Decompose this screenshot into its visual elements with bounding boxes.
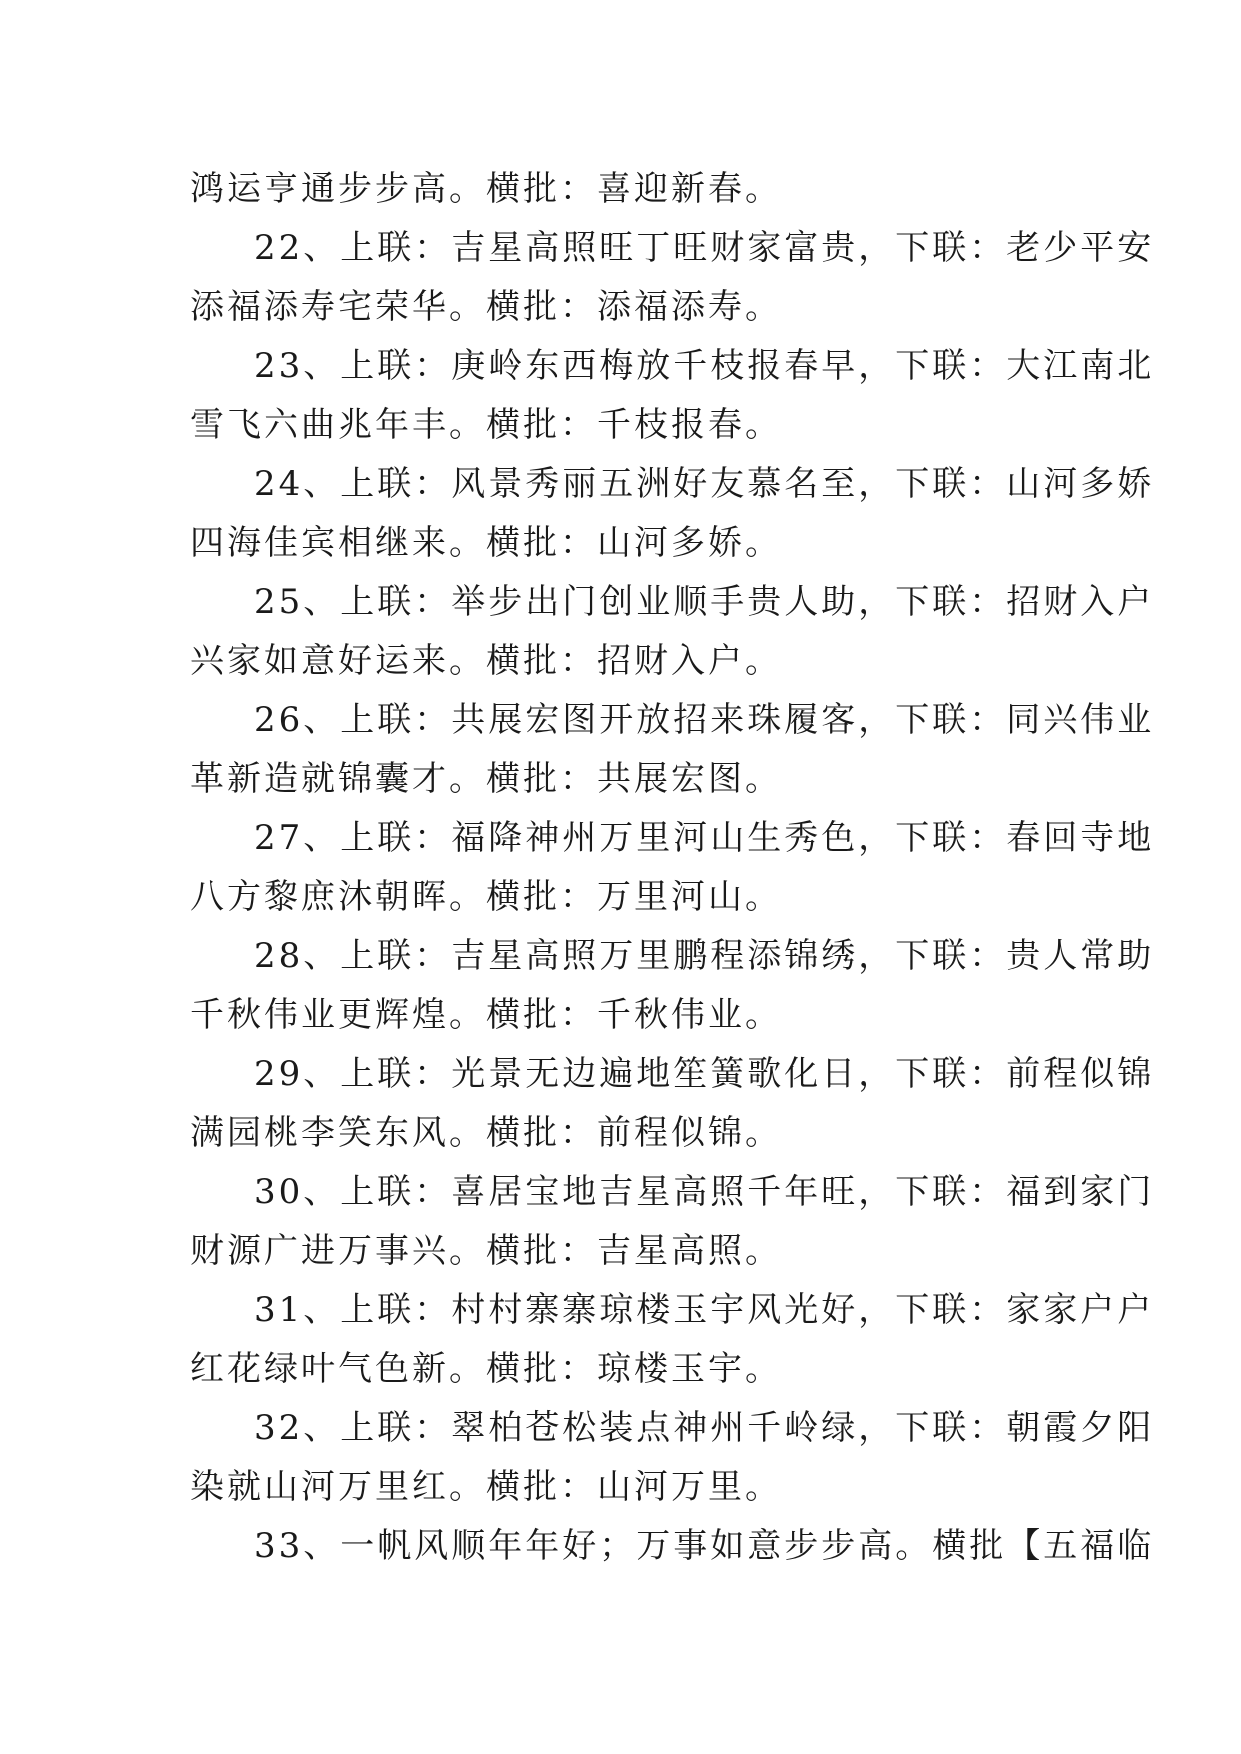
couplet-29-line-2: 满园桃李笑东风。横批：前程似锦。	[190, 1113, 782, 1153]
couplet-31-line-2: 红花绿叶气色新。横批：琼楼玉宇。	[190, 1349, 782, 1389]
couplet-29-line-1: 29、上联：光景无边遍地笙簧歌化日，下联：前程似锦	[254, 1054, 1155, 1094]
text-line: 鸿运亨通步步高。横批：喜迎新春。	[190, 169, 782, 209]
couplet-24-line-2: 四海佳宾相继来。横批：山河多娇。	[190, 523, 782, 563]
couplet-26-line-2: 革新造就锦囊才。横批：共展宏图。	[190, 759, 782, 799]
couplet-22-line-1: 22、上联：吉星高照旺丁旺财家富贵，下联：老少平安	[254, 228, 1155, 268]
couplet-22-line-2: 添福添寿宅荣华。横批：添福添寿。	[190, 287, 782, 327]
couplet-28-line-1: 28、上联：吉星高照万里鹏程添锦绣，下联：贵人常助	[254, 936, 1155, 976]
couplet-30-line-2: 财源广进万事兴。横批：吉星高照。	[190, 1231, 782, 1271]
couplet-26-line-1: 26、上联：共展宏图开放招来珠履客，下联：同兴伟业	[254, 700, 1155, 740]
couplet-23-line-2: 雪飞六曲兆年丰。横批：千枝报春。	[190, 405, 782, 445]
couplet-text-body	[190, 160, 1155, 1576]
couplet-23-line-1: 23、上联：庚岭东西梅放千枝报春早，下联：大江南北	[254, 346, 1155, 386]
couplet-30-line-1: 30、上联：喜居宝地吉星高照千年旺，下联：福到家门	[254, 1172, 1155, 1212]
couplet-25-line-2: 兴家如意好运来。横批：招财入户。	[190, 641, 782, 681]
couplet-24-line-1: 24、上联：风景秀丽五洲好友慕名至，下联：山河多娇	[254, 464, 1155, 504]
couplet-32-line-1: 32、上联：翠柏苍松装点神州千岭绿，下联：朝霞夕阳	[254, 1408, 1155, 1448]
couplet-33-line-1: 33、一帆风顺年年好；万事如意步步高。横批【五福临	[254, 1526, 1155, 1566]
couplet-25-line-1: 25、上联：举步出门创业顺手贵人助，下联：招财入户	[254, 582, 1155, 622]
couplet-28-line-2: 千秋伟业更辉煌。横批：千秋伟业。	[190, 995, 782, 1035]
couplet-32-line-2: 染就山河万里红。横批：山河万里。	[190, 1467, 782, 1507]
couplet-27-line-1: 27、上联：福降神州万里河山生秀色，下联：春回寺地	[254, 818, 1155, 858]
couplet-27-line-2: 八方黎庶沐朝晖。横批：万里河山。	[190, 877, 782, 917]
couplet-31-line-1: 31、上联：村村寨寨琼楼玉宇风光好，下联：家家户户	[254, 1290, 1155, 1330]
